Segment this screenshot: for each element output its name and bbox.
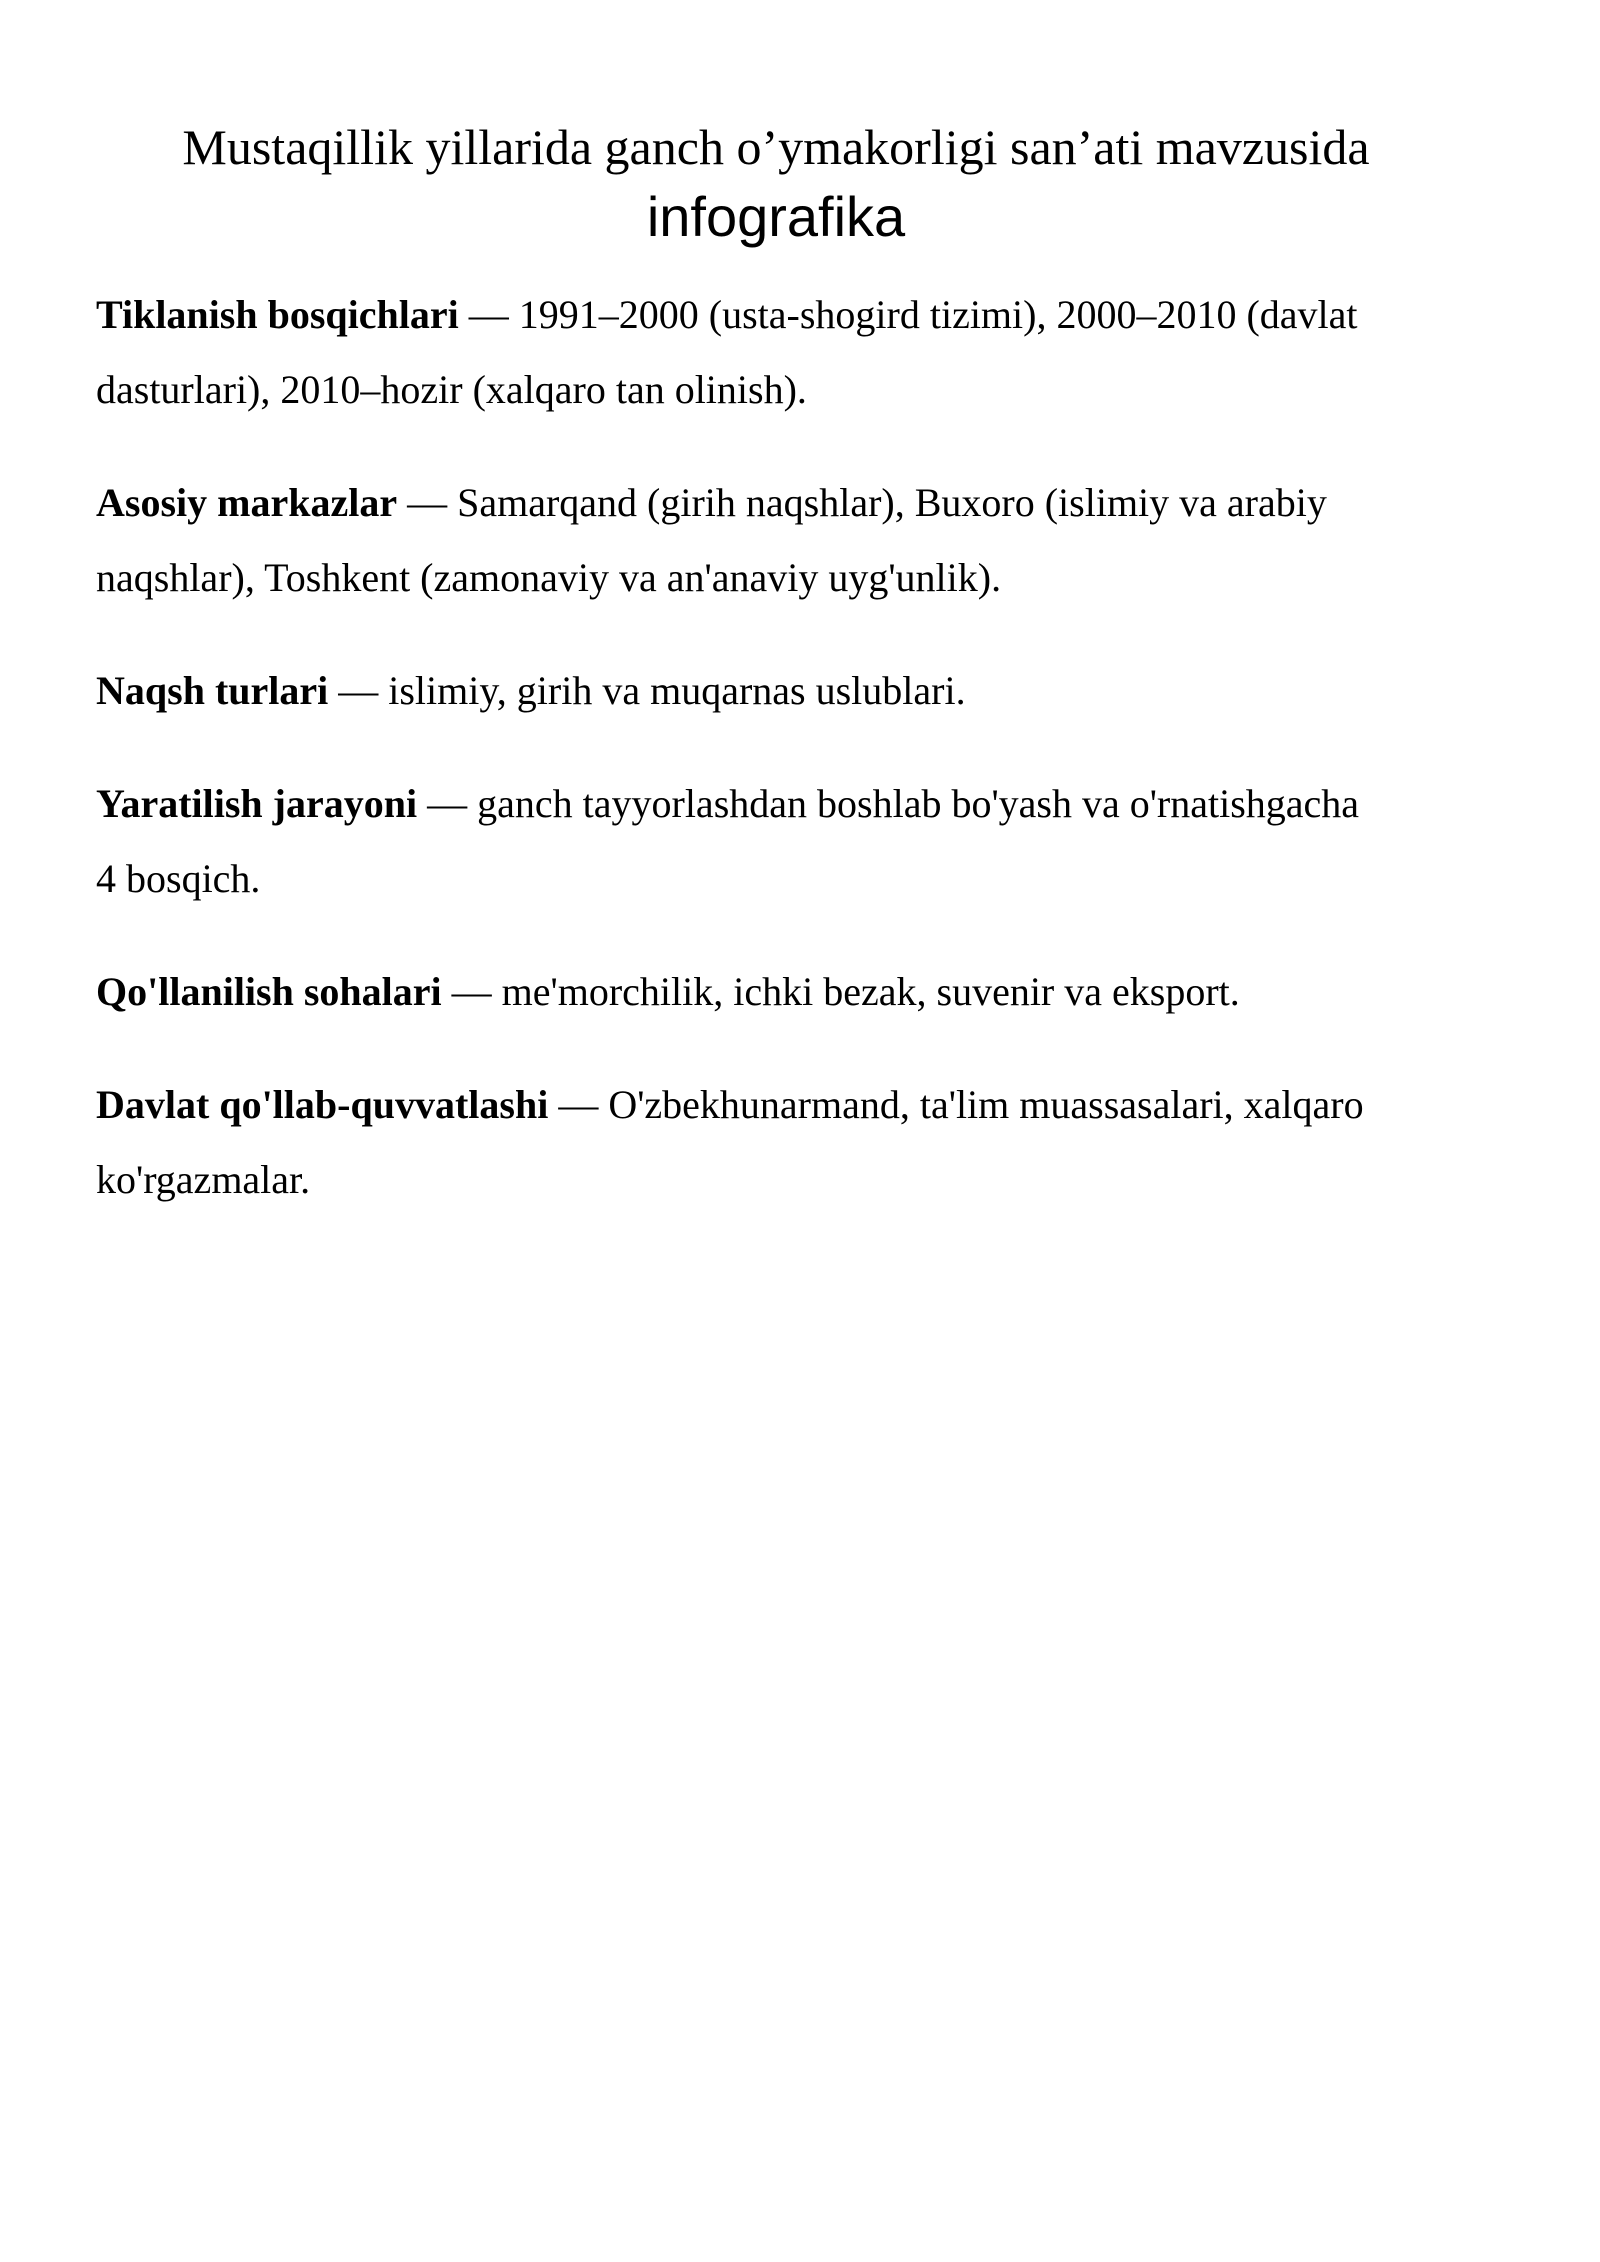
section-text: — ganch tayyorlashdan boshlab bo'yash va o'rnatishgacha 4 bosqich. (96, 781, 1360, 901)
section-text: — 1991–2000 (usta-shogird tizimi), 2000–2010 (davlat dasturlari), 2010–hozir (xalqaro tan olinish). (96, 292, 1358, 412)
section-text: — O'zbekhunarmand, ta'lim muassasalari, xalqaro ko'rgazmalar. (96, 1082, 1364, 1202)
title-line-2: infografika (646, 185, 906, 248)
section-heading: Tiklanish bosqichlari (96, 292, 459, 337)
section-heading: Qo'llanilish sohalari (96, 969, 442, 1014)
title-line-1: Mustaqillik yillarida ganch o’ymakorligi san’ati mavzusida (182, 119, 1370, 175)
section-tiklanish-bosqichlari (96, 277, 1451, 427)
section-heading: Naqsh turlari (96, 668, 329, 713)
document-body (96, 277, 1496, 1255)
section-heading: Asosiy markazlar (96, 480, 398, 525)
section-text: — Samarqand (girih naqshlar), Buxoro (islimiy va arabiy naqshlar), Toshkent (zamonaviy va an'anaviy uyg'unlik). (96, 480, 1327, 600)
section-davlat-qollab-quvvatlashi (96, 1067, 1451, 1217)
section-text: — islimiy, girih va muqarnas uslublari. (328, 668, 966, 713)
section-qollanilish-sohalari (96, 954, 1451, 1029)
section-naqsh-turlari (96, 653, 1451, 728)
section-heading: Yaratilish jarayoni (96, 781, 418, 826)
section-asosiy-markazlar (96, 465, 1451, 615)
section-yaratilish-jarayoni (96, 766, 1366, 916)
section-text: — me'morchilik, ichki bezak, suvenir va eksport. (441, 969, 1240, 1014)
document-title (96, 112, 1456, 252)
section-heading: Davlat qo'llab-quvvatlashi (96, 1082, 549, 1127)
